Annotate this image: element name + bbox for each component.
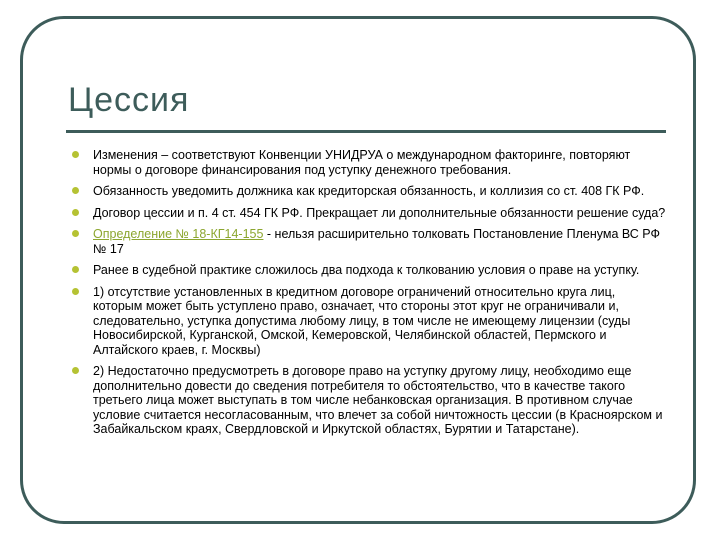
bullet-dot-icon — [72, 151, 79, 158]
list-item — [72, 227, 668, 256]
list-item — [72, 285, 668, 358]
bullet-dot-icon — [72, 266, 79, 273]
slide-title: Цессия — [68, 81, 190, 119]
title-underline — [66, 130, 666, 133]
bullet-dot-icon — [72, 209, 79, 216]
bullet-list — [72, 148, 668, 444]
list-item-text: Изменения – соответствуют Конвенции УНИДРУА о международном факторинге, повторяют нормы о договоре финансирования под уступку денежного требования. — [93, 148, 631, 177]
list-item-text: Ранее в судебной практике сложилось два подхода к толкованию условия о праве на уступку. — [93, 263, 640, 277]
list-item — [72, 206, 668, 221]
list-item — [72, 184, 668, 199]
list-item-text: - нельзя расширительно толковать Постановление Пленума ВС РФ № 17 — [93, 227, 660, 256]
list-item-text: Обязанность уведомить должника как кредиторская обязанность, и коллизия со ст. 408 ГК РФ. — [93, 184, 645, 198]
list-item-text: Договор цессии и п. 4 ст. 454 ГК РФ. Прекращает ли дополнительные обязанности решение суда? — [93, 205, 666, 220]
bullet-dot-icon — [72, 288, 79, 295]
list-item-text: 2) Недостаточно предусмотреть в договоре право на уступку другому лицу, необходимо еще дополнительно довести до сведения потребителя то обстоятельство, что в качестве такого третьего лица может выступать в том числе небанковская организация. В противном случае условие считается несогласованным, что влечет за собой ничтожность цессии (в Красноярском и Забайкальском краях, Свердловской и Иркутской областях, Бурятии и Татарстане). — [93, 364, 663, 436]
list-item — [72, 148, 668, 177]
list-item — [72, 263, 668, 278]
list-item-text: 1) отсутствие установленных в кредитном договоре ограничений относительно круга лиц, которым может быть уступлено право, означает, что стороны этот круг не ограничивали и, следовательно, уступка допустима любому лицу, в том числе не имеющему лицензии (суды Новосибирской, Курганской, Омской, Кемеровской, Челябинской областей, Пермского и Алтайского краев, г. Москвы) — [93, 284, 631, 357]
list-item — [72, 364, 668, 437]
bullet-dot-icon — [72, 187, 79, 194]
court-decision-link[interactable]: Определение № 18-КГ14-155 — [93, 227, 264, 241]
bullet-dot-icon — [72, 367, 79, 374]
bullet-dot-icon — [72, 230, 79, 237]
